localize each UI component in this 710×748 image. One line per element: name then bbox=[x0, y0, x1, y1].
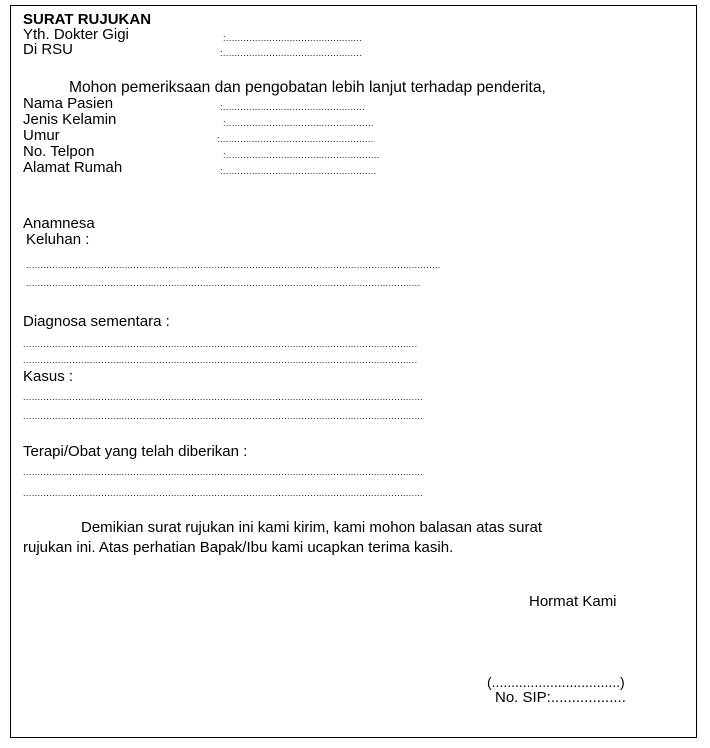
case-label: Kasus : bbox=[23, 368, 74, 385]
addressee-doctor-label: Yth. Dokter Gigi bbox=[23, 26, 129, 43]
regards-text: Hormat Kami bbox=[529, 593, 617, 610]
complaint-label: Keluhan : bbox=[26, 231, 90, 248]
complaint-line-2[interactable]: ........................................................................................................................................ bbox=[26, 278, 421, 288]
signature-name-blank[interactable]: (.................................) bbox=[487, 674, 625, 690]
intro-text: Mohon pemeriksaan dan pengobatan lebih lanjut terhadap penderita, bbox=[69, 79, 546, 96]
diagnosis-line-1[interactable]: ........................................................................................................................................ bbox=[23, 339, 418, 349]
addressee-hospital-field[interactable]: :................................................ bbox=[220, 48, 363, 58]
diagnosis-line-2[interactable]: ........................................................................................................................................ bbox=[23, 355, 418, 365]
patient-phone-label: No. Telpon bbox=[23, 143, 95, 160]
referral-letter bbox=[10, 5, 697, 738]
closing-line-2: rujukan ini. Atas perhatian Bapak/Ibu kami ucapkan terima kasih. bbox=[23, 539, 454, 556]
letter-title: SURAT RUJUKAN bbox=[23, 11, 152, 28]
patient-address-label: Alamat Rumah bbox=[23, 159, 123, 176]
case-line-2[interactable]: .......................................................................................................................................... bbox=[23, 411, 424, 421]
sip-number-field[interactable]: No. SIP:.................. bbox=[495, 689, 626, 706]
closing-line-1: Demikian surat rujukan ini kami kirim, kami mohon balasan atas surat bbox=[81, 519, 543, 536]
addressee-hospital-label: Di RSU bbox=[23, 41, 74, 58]
therapy-line-1[interactable]: .......................................................................................................................................... bbox=[23, 467, 424, 477]
patient-age-label: Umur bbox=[23, 127, 60, 144]
patient-name-label: Nama Pasien bbox=[23, 95, 114, 112]
addressee-doctor-field[interactable]: :............................................... bbox=[223, 33, 363, 43]
patient-phone-field[interactable]: :..................................................... bbox=[223, 150, 380, 160]
anamnesa-heading: Anamnesa bbox=[23, 215, 95, 232]
therapy-line-2[interactable]: .......................................................................................................................................... bbox=[23, 488, 424, 498]
patient-name-field[interactable]: :................................................. bbox=[220, 102, 366, 112]
patient-age-field[interactable]: :..................................................... bbox=[217, 134, 374, 144]
patient-gender-label: Jenis Kelamin bbox=[23, 111, 117, 128]
diagnosis-label: Diagnosa sementara : bbox=[23, 313, 170, 330]
patient-address-field[interactable]: :..................................................... bbox=[220, 166, 377, 176]
complaint-line-1[interactable]: ............................................................................................................................................... bbox=[26, 260, 441, 270]
case-line-1[interactable]: .......................................................................................................................................... bbox=[23, 392, 424, 402]
patient-gender-field[interactable]: :................................................... bbox=[223, 118, 374, 128]
therapy-label: Terapi/Obat yang telah diberikan : bbox=[23, 443, 248, 460]
